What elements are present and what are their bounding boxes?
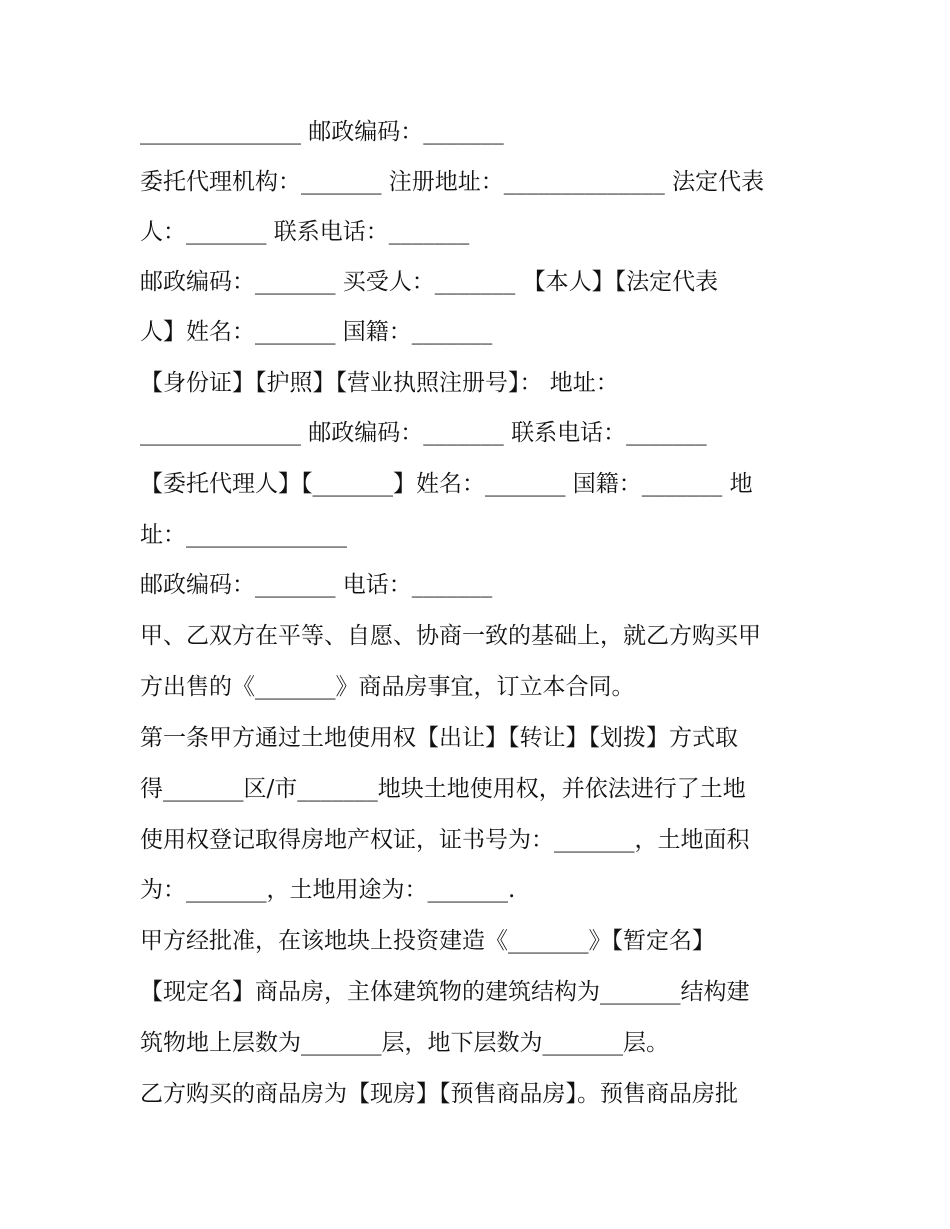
- text-line: 邮政编码：_______ 电话：_______: [140, 572, 493, 598]
- text-line: 【委托代理人】【_______】姓名：_______ 国籍：_______ 地: [140, 471, 753, 497]
- text-line: 址：______________: [140, 522, 347, 548]
- text-line: ______________ 邮政编码：_______: [140, 119, 504, 145]
- text-line: 为：_______，土地用途为：_______.: [140, 877, 516, 903]
- text-line: 人：_______ 联系电话：_______: [140, 219, 470, 245]
- text-line: 委托代理机构：_______ 注册地址：______________ 法定代表: [140, 169, 765, 195]
- text-line: ______________ 邮政编码：_______ 联系电话：_______: [140, 420, 707, 446]
- text-line: 【现定名】商品房，主体建筑物的建筑结构为_______结构建: [140, 979, 750, 1005]
- text-line: 筑物地上层数为_______层，地下层数为_______层。: [140, 1030, 669, 1056]
- text-line: 【身份证】【护照】【营业执照注册号】： 地址：: [140, 370, 619, 396]
- text-line: 乙方购买的商品房为【现房】【预售商品房】。预售商品房批: [140, 1081, 738, 1107]
- text-line: 得_______区/市_______地块土地使用权，并依法进行了土地: [140, 776, 746, 802]
- text-line: 甲、乙双方在平等、自愿、协商一致的基础上，就乙方购买甲: [140, 623, 761, 649]
- text-line: 邮政编码：_______ 买受人：_______ 【本人】【法定代表: [140, 269, 719, 295]
- text-line: 方出售的《_______》商品房事宜，订立本合同。: [140, 674, 635, 700]
- text-line: 使用权登记取得房地产权证，证书号为：_______，土地面积: [140, 827, 750, 853]
- text-line: 第一条甲方通过土地使用权【出让】【转让】【划拨】方式取: [140, 725, 738, 751]
- text-line: 甲方经批准，在该地块上投资建造《_______》【暂定名】: [140, 928, 715, 954]
- text-line: 人】姓名：_______ 国籍：_______: [140, 319, 493, 345]
